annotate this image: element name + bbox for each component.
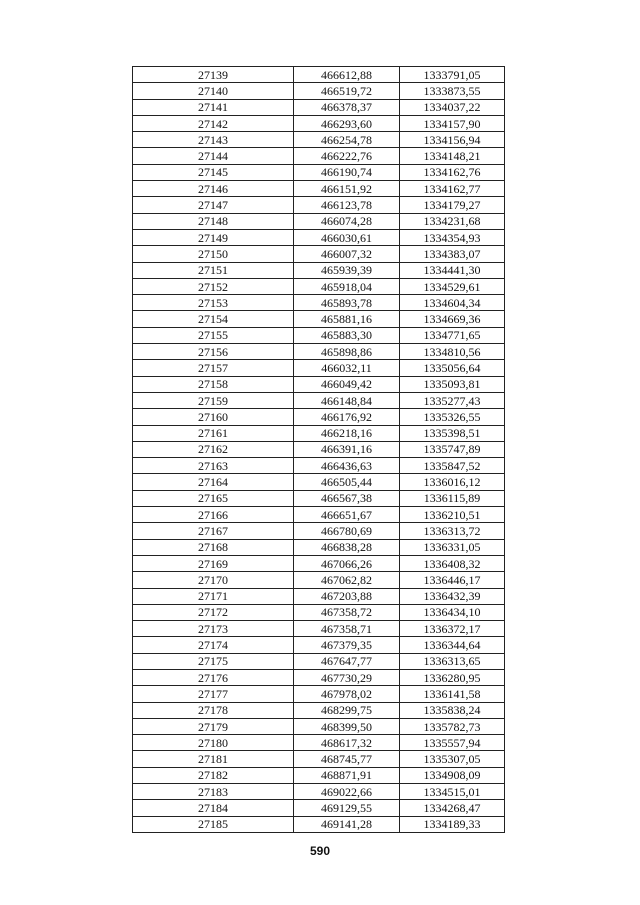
table-row <box>133 441 505 457</box>
point-number-cell: 27182 <box>133 767 294 783</box>
x-coordinate-cell: 469022,66 <box>294 784 400 800</box>
x-coordinate-cell: 467203,88 <box>294 588 400 604</box>
table-row <box>133 311 505 327</box>
point-number-cell: 27145 <box>133 164 294 180</box>
table-row <box>133 409 505 425</box>
y-coordinate-cell: 1335277,43 <box>400 392 505 408</box>
x-coordinate-cell: 467062,82 <box>294 572 400 588</box>
y-coordinate-cell: 1334669,36 <box>400 311 505 327</box>
table-row <box>133 181 505 197</box>
x-coordinate-cell: 467379,35 <box>294 637 400 653</box>
y-coordinate-cell: 1334604,34 <box>400 295 505 311</box>
point-number-cell: 27177 <box>133 686 294 702</box>
x-coordinate-cell: 468299,75 <box>294 702 400 718</box>
x-coordinate-cell: 466254,78 <box>294 132 400 148</box>
table-row <box>133 507 505 523</box>
y-coordinate-cell: 1334908,09 <box>400 767 505 783</box>
y-coordinate-cell: 1336408,32 <box>400 555 505 571</box>
table-row <box>133 555 505 571</box>
x-coordinate-cell: 465883,30 <box>294 327 400 343</box>
y-coordinate-cell: 1335747,89 <box>400 441 505 457</box>
x-coordinate-cell: 466007,32 <box>294 246 400 262</box>
x-coordinate-cell: 467730,29 <box>294 669 400 685</box>
x-coordinate-cell: 466074,28 <box>294 213 400 229</box>
y-coordinate-cell: 1335838,24 <box>400 702 505 718</box>
point-number-cell: 27150 <box>133 246 294 262</box>
point-number-cell: 27142 <box>133 115 294 131</box>
y-coordinate-cell: 1335307,05 <box>400 751 505 767</box>
y-coordinate-cell: 1335326,55 <box>400 409 505 425</box>
y-coordinate-cell: 1336016,12 <box>400 474 505 490</box>
point-number-cell: 27168 <box>133 539 294 555</box>
point-number-cell: 27159 <box>133 392 294 408</box>
point-number-cell: 27170 <box>133 572 294 588</box>
y-coordinate-cell: 1334156,94 <box>400 132 505 148</box>
x-coordinate-cell: 466436,63 <box>294 458 400 474</box>
y-coordinate-cell: 1335056,64 <box>400 360 505 376</box>
y-coordinate-cell: 1334162,77 <box>400 181 505 197</box>
table-row <box>133 99 505 115</box>
point-number-cell: 27152 <box>133 278 294 294</box>
x-coordinate-cell: 469141,28 <box>294 816 400 832</box>
x-coordinate-cell: 466176,92 <box>294 409 400 425</box>
page-number: 590 <box>309 844 331 858</box>
table-row <box>133 572 505 588</box>
point-number-cell: 27156 <box>133 344 294 360</box>
table-row <box>133 800 505 816</box>
x-coordinate-cell: 467647,77 <box>294 653 400 669</box>
coordinates-table <box>132 66 505 833</box>
x-coordinate-cell: 469129,55 <box>294 800 400 816</box>
x-coordinate-cell: 465939,39 <box>294 262 400 278</box>
y-coordinate-cell: 1336372,17 <box>400 621 505 637</box>
point-number-cell: 27183 <box>133 784 294 800</box>
point-number-cell: 27169 <box>133 555 294 571</box>
y-coordinate-cell: 1334515,01 <box>400 784 505 800</box>
y-coordinate-cell: 1336434,10 <box>400 604 505 620</box>
y-coordinate-cell: 1334148,21 <box>400 148 505 164</box>
x-coordinate-cell: 466780,69 <box>294 523 400 539</box>
y-coordinate-cell: 1334037,22 <box>400 99 505 115</box>
table-row <box>133 539 505 555</box>
table-row <box>133 523 505 539</box>
y-coordinate-cell: 1334268,47 <box>400 800 505 816</box>
x-coordinate-cell: 468399,50 <box>294 718 400 734</box>
point-number-cell: 27147 <box>133 197 294 213</box>
x-coordinate-cell: 466293,60 <box>294 115 400 131</box>
point-number-cell: 27146 <box>133 181 294 197</box>
point-number-cell: 27144 <box>133 148 294 164</box>
table-row <box>133 588 505 604</box>
table-row <box>133 392 505 408</box>
point-number-cell: 27185 <box>133 816 294 832</box>
point-number-cell: 27155 <box>133 327 294 343</box>
x-coordinate-cell: 466190,74 <box>294 164 400 180</box>
table-row <box>133 735 505 751</box>
table-row <box>133 767 505 783</box>
point-number-cell: 27140 <box>133 83 294 99</box>
x-coordinate-cell: 466567,38 <box>294 490 400 506</box>
point-number-cell: 27167 <box>133 523 294 539</box>
y-coordinate-cell: 1336313,65 <box>400 653 505 669</box>
x-coordinate-cell: 467358,72 <box>294 604 400 620</box>
y-coordinate-cell: 1334529,61 <box>400 278 505 294</box>
point-number-cell: 27160 <box>133 409 294 425</box>
table-row <box>133 213 505 229</box>
point-number-cell: 27158 <box>133 376 294 392</box>
table-row <box>133 751 505 767</box>
y-coordinate-cell: 1334441,30 <box>400 262 505 278</box>
point-number-cell: 27141 <box>133 99 294 115</box>
x-coordinate-cell: 465898,86 <box>294 344 400 360</box>
y-coordinate-cell: 1335847,52 <box>400 458 505 474</box>
point-number-cell: 27153 <box>133 295 294 311</box>
point-number-cell: 27174 <box>133 637 294 653</box>
table-row <box>133 376 505 392</box>
table-row <box>133 246 505 262</box>
point-number-cell: 27184 <box>133 800 294 816</box>
point-number-cell: 27162 <box>133 441 294 457</box>
y-coordinate-cell: 1336446,17 <box>400 572 505 588</box>
x-coordinate-cell: 467978,02 <box>294 686 400 702</box>
x-coordinate-cell: 466123,78 <box>294 197 400 213</box>
point-number-cell: 27165 <box>133 490 294 506</box>
y-coordinate-cell: 1336313,72 <box>400 523 505 539</box>
point-number-cell: 27164 <box>133 474 294 490</box>
point-number-cell: 27175 <box>133 653 294 669</box>
table-row <box>133 604 505 620</box>
x-coordinate-cell: 465893,78 <box>294 295 400 311</box>
y-coordinate-cell: 1335782,73 <box>400 718 505 734</box>
y-coordinate-cell: 1335093,81 <box>400 376 505 392</box>
y-coordinate-cell: 1334383,07 <box>400 246 505 262</box>
y-coordinate-cell: 1334179,27 <box>400 197 505 213</box>
y-coordinate-cell: 1336115,89 <box>400 490 505 506</box>
y-coordinate-cell: 1334231,68 <box>400 213 505 229</box>
table-row <box>133 197 505 213</box>
table-row <box>133 702 505 718</box>
point-number-cell: 27151 <box>133 262 294 278</box>
table-row <box>133 115 505 131</box>
x-coordinate-cell: 466838,28 <box>294 539 400 555</box>
point-number-cell: 27171 <box>133 588 294 604</box>
x-coordinate-cell: 466505,44 <box>294 474 400 490</box>
table-row <box>133 360 505 376</box>
y-coordinate-cell: 1336141,58 <box>400 686 505 702</box>
table-row <box>133 67 505 83</box>
x-coordinate-cell: 466519,72 <box>294 83 400 99</box>
x-coordinate-cell: 466222,76 <box>294 148 400 164</box>
x-coordinate-cell: 467066,26 <box>294 555 400 571</box>
x-coordinate-cell: 466612,88 <box>294 67 400 83</box>
table-row <box>133 474 505 490</box>
table-row <box>133 262 505 278</box>
x-coordinate-cell: 466148,84 <box>294 392 400 408</box>
y-coordinate-cell: 1333873,55 <box>400 83 505 99</box>
y-coordinate-cell: 1336210,51 <box>400 507 505 523</box>
x-coordinate-cell: 467358,71 <box>294 621 400 637</box>
y-coordinate-cell: 1336432,39 <box>400 588 505 604</box>
table-row <box>133 784 505 800</box>
table-row <box>133 278 505 294</box>
table-row <box>133 132 505 148</box>
y-coordinate-cell: 1335398,51 <box>400 425 505 441</box>
table-row <box>133 295 505 311</box>
point-number-cell: 27180 <box>133 735 294 751</box>
x-coordinate-cell: 466391,16 <box>294 441 400 457</box>
table-row <box>133 490 505 506</box>
x-coordinate-cell: 466049,42 <box>294 376 400 392</box>
x-coordinate-cell: 465881,16 <box>294 311 400 327</box>
table-row <box>133 83 505 99</box>
y-coordinate-cell: 1334162,76 <box>400 164 505 180</box>
point-number-cell: 27149 <box>133 229 294 245</box>
table-row <box>133 229 505 245</box>
table-row <box>133 425 505 441</box>
table-row <box>133 458 505 474</box>
x-coordinate-cell: 466032,11 <box>294 360 400 376</box>
y-coordinate-cell: 1336280,95 <box>400 669 505 685</box>
table-row <box>133 686 505 702</box>
table-row <box>133 669 505 685</box>
x-coordinate-cell: 465918,04 <box>294 278 400 294</box>
x-coordinate-cell: 468871,91 <box>294 767 400 783</box>
y-coordinate-cell: 1336344,64 <box>400 637 505 653</box>
point-number-cell: 27173 <box>133 621 294 637</box>
x-coordinate-cell: 468745,77 <box>294 751 400 767</box>
table-row <box>133 344 505 360</box>
y-coordinate-cell: 1336331,05 <box>400 539 505 555</box>
y-coordinate-cell: 1334189,33 <box>400 816 505 832</box>
x-coordinate-cell: 466151,92 <box>294 181 400 197</box>
point-number-cell: 27139 <box>133 67 294 83</box>
x-coordinate-cell: 466218,16 <box>294 425 400 441</box>
y-coordinate-cell: 1334810,56 <box>400 344 505 360</box>
y-coordinate-cell: 1334354,93 <box>400 229 505 245</box>
x-coordinate-cell: 466378,37 <box>294 99 400 115</box>
table-row <box>133 653 505 669</box>
point-number-cell: 27181 <box>133 751 294 767</box>
point-number-cell: 27178 <box>133 702 294 718</box>
point-number-cell: 27161 <box>133 425 294 441</box>
point-number-cell: 27163 <box>133 458 294 474</box>
point-number-cell: 27143 <box>133 132 294 148</box>
table-row <box>133 621 505 637</box>
point-number-cell: 27176 <box>133 669 294 685</box>
point-number-cell: 27154 <box>133 311 294 327</box>
point-number-cell: 27157 <box>133 360 294 376</box>
table-row <box>133 327 505 343</box>
y-coordinate-cell: 1333791,05 <box>400 67 505 83</box>
point-number-cell: 27166 <box>133 507 294 523</box>
point-number-cell: 27148 <box>133 213 294 229</box>
coordinates-table-body <box>133 67 505 833</box>
x-coordinate-cell: 466651,67 <box>294 507 400 523</box>
y-coordinate-cell: 1335557,94 <box>400 735 505 751</box>
x-coordinate-cell: 466030,61 <box>294 229 400 245</box>
table-row <box>133 816 505 832</box>
y-coordinate-cell: 1334157,90 <box>400 115 505 131</box>
x-coordinate-cell: 468617,32 <box>294 735 400 751</box>
table-row <box>133 637 505 653</box>
point-number-cell: 27179 <box>133 718 294 734</box>
table-row <box>133 718 505 734</box>
point-number-cell: 27172 <box>133 604 294 620</box>
y-coordinate-cell: 1334771,65 <box>400 327 505 343</box>
table-row <box>133 148 505 164</box>
table-row <box>133 164 505 180</box>
